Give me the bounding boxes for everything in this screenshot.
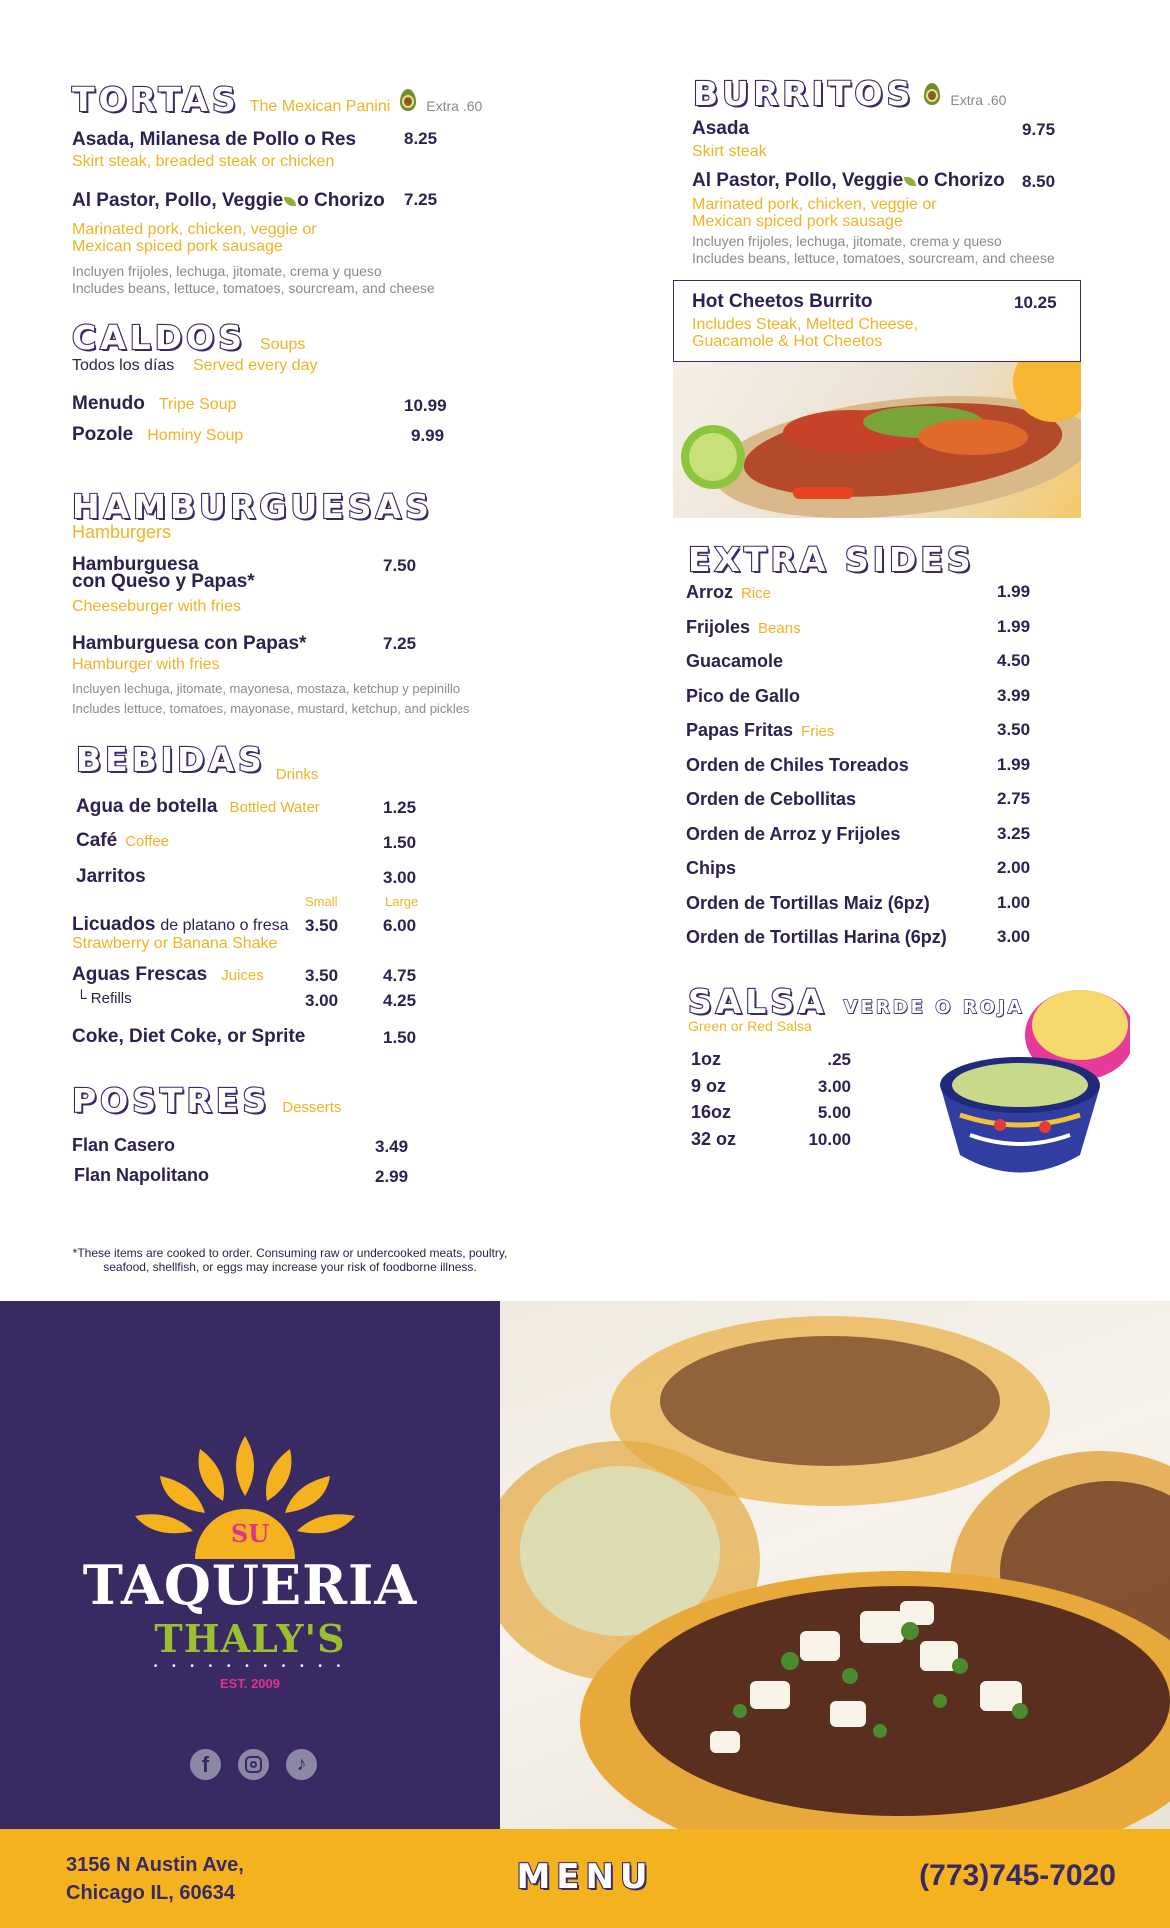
burritos-title: BURRITOS (693, 74, 915, 113)
note: Incluyen frijoles, lechuga, jitomate, crema y queso (692, 233, 1002, 249)
tortas-header (72, 80, 482, 119)
avocado-icon (924, 83, 940, 105)
disclaimer-line: seafood, shellfish, or eggs may increase your risk of foodborne illness. (103, 1260, 477, 1274)
item-price: 2.00 (997, 858, 1031, 877)
item-name: Asada, Milanesa de Pollo o Res (72, 129, 357, 150)
footer-phone[interactable]: (773)745-7020 (919, 1859, 1116, 1892)
salsa-size: 32 oz (691, 1128, 737, 1149)
item-price: 2.99 (375, 1167, 409, 1186)
item-name: Papas Fritas (686, 720, 794, 740)
price-small: 3.50 (305, 916, 339, 935)
item-price: 7.25 (404, 190, 438, 209)
item-name: con Queso y Papas* (72, 571, 255, 592)
leaf-icon (284, 197, 296, 206)
item-name: Menudo (72, 393, 145, 414)
price-small: 3.50 (305, 966, 339, 985)
disclaimer-line: *These items are cooked to order. Consuming raw or undercooked meats, poultry, (72, 1246, 508, 1260)
hot-cheetos-box (673, 280, 1081, 362)
item-name: Orden de Tortillas Maiz (6pz) (686, 892, 930, 913)
address-line: 3156 N Austin Ave, (66, 1854, 244, 1876)
item-name: Frijoles (686, 616, 751, 637)
item-name: Flan Casero (72, 1135, 176, 1155)
item-desc: Strawberry or Banana Shake (72, 935, 278, 952)
note: Includes lettuce, tomatoes, mayonase, mustard, ketchup, and pickles (72, 701, 470, 716)
item-desc: Marinated pork, chicken, veggie or (692, 196, 937, 213)
tacos-illustration (500, 1301, 1170, 1829)
item-name: o Chorizo (917, 170, 1005, 191)
item-price: 1.50 (383, 1028, 417, 1047)
item-name: Al Pastor, Pollo, Veggie (72, 190, 284, 211)
tortas-title: TORTAS (72, 80, 240, 119)
price-large: 4.25 (383, 991, 417, 1010)
tacos-photo (500, 1301, 1170, 1829)
size-large-label: Large (385, 894, 419, 909)
item-name: Al Pastor, Pollo, Veggie (692, 170, 904, 191)
item-name: Hamburguesa con Papas* (72, 633, 307, 654)
logo-taqueria: TAQUERIA (82, 1553, 418, 1617)
hamburguesas-subtitle: Hamburgers (72, 522, 172, 542)
logo-est: EST. 2009 (220, 1676, 280, 1691)
item-price: 8.25 (404, 129, 438, 148)
item-price: 1.00 (997, 892, 1031, 912)
item-name: Pico de Gallo (686, 685, 801, 706)
side-item (686, 789, 1086, 810)
item-name: Orden de Cebollitas (686, 789, 857, 809)
tiktok-icon[interactable]: ♪ (286, 1749, 317, 1780)
item-name: Agua de botella (76, 796, 218, 817)
caldos-subtitle: Soups (260, 336, 306, 353)
item-name: Orden de Arroz y Frijoles (686, 823, 901, 844)
note: Includes beans, lettuce, tomatoes, sourcream, and cheese (72, 280, 435, 296)
item-price: 3.50 (997, 720, 1031, 739)
postres-subtitle: Desserts (282, 1099, 342, 1116)
salsa-title2: VERDE O ROJA (843, 997, 1025, 1018)
item-price: 10.25 (1014, 293, 1057, 312)
item-price: 3.00 (997, 927, 1031, 946)
item-desc: Mexican spiced pork sausage (692, 213, 903, 230)
item-desc: Tripe Soup (158, 396, 237, 413)
item-price: 7.50 (383, 556, 417, 575)
side-item (686, 651, 1086, 672)
item-name: Café (76, 830, 118, 851)
caldos-title: CALDOS (72, 318, 246, 357)
item-name: Hot Cheetos Burrito (692, 291, 873, 312)
salsa-title: SALSA (688, 982, 828, 1021)
caldos-daily-en: Served every day (193, 357, 318, 374)
menu-item (72, 129, 452, 151)
price-small: 3.00 (305, 991, 339, 1010)
item-desc: Includes Steak, Melted Cheese, (692, 316, 918, 333)
item-name: o Chorizo (297, 190, 385, 211)
salsa-price: 5.00 (817, 1103, 851, 1122)
item-name: Orden de Tortillas Harina (6pz) (686, 927, 947, 947)
avocado-icon (400, 89, 416, 111)
item-desc: Fries (801, 723, 835, 740)
postres-title: POSTRES (72, 1081, 271, 1120)
item-desc: Rice (741, 585, 772, 602)
item-desc: Skirt steak (692, 143, 767, 160)
salsa-photo (930, 975, 1130, 1200)
salsa-price: .25 (827, 1050, 851, 1069)
salsa-size: 9 oz (691, 1075, 727, 1096)
disclaimer (60, 1246, 520, 1274)
salsa-size: 1oz (691, 1049, 722, 1069)
instagram-icon[interactable] (238, 1749, 269, 1780)
bebidas-header (76, 740, 319, 783)
item-price: 3.49 (375, 1137, 409, 1156)
item-price: 4.50 (997, 651, 1031, 670)
menu-item (76, 830, 169, 852)
social-icons (190, 1749, 317, 1780)
item-desc: Hamburger with fries (72, 656, 220, 673)
salsa-bowl-illustration (930, 975, 1130, 1200)
item-name: Coke, Diet Coke, or Sprite (72, 1026, 306, 1047)
item-name: Pozole (72, 424, 134, 445)
hamburguesas-title: HAMBURGUESAS (72, 487, 433, 526)
note: Includes beans, lettuce, tomatoes, sourcream, and cheese (692, 250, 1055, 266)
item-price: 7.25 (383, 634, 417, 653)
bebidas-subtitle: Drinks (275, 766, 319, 783)
price-large: 4.75 (383, 966, 417, 985)
item-name: Guacamole (686, 651, 784, 671)
item-name: Hamburguesa (72, 554, 199, 575)
burrito-photo (673, 362, 1081, 518)
item-price: 10.99 (404, 396, 447, 415)
item-desc: Mexican spiced pork sausage (72, 238, 283, 255)
burrito-illustration (673, 362, 1081, 518)
leaf-icon (904, 177, 916, 186)
side-item (686, 755, 1086, 776)
salsa-price: 10.00 (808, 1129, 851, 1149)
item-name: Licuados (72, 914, 156, 935)
item-name: Jarritos (76, 866, 146, 887)
item-desc: Bottled Water (229, 799, 320, 816)
item-price: 3.00 (383, 868, 417, 887)
salsa-subtitle: Green or Red Salsa (688, 1018, 812, 1034)
side-item (686, 617, 1086, 638)
side-item (686, 927, 1086, 948)
menu-item (72, 190, 452, 212)
item-name: Chips (686, 858, 737, 878)
item-name: Aguas Frescas (72, 964, 208, 985)
side-item (686, 893, 1086, 914)
side-item (686, 720, 1086, 741)
item-price: 3.99 (997, 685, 1031, 705)
note: Incluyen lechuga, jitomate, mayonesa, mostaza, ketchup y pepinillo (72, 681, 461, 696)
salsa-size: 16oz (691, 1102, 732, 1122)
tortas-extra: Extra .60 (426, 98, 483, 114)
item-desc: Marinated pork, chicken, veggie or (72, 221, 317, 238)
footer-bar (0, 1829, 1170, 1928)
menu-item (72, 964, 264, 986)
item-name: Asada (692, 118, 750, 139)
item-price: 2.75 (997, 789, 1031, 808)
logo-panel (0, 1301, 500, 1829)
side-item (686, 824, 1086, 845)
postres-header (72, 1081, 341, 1120)
logo-dots: • • • • • • • • • • • (153, 1661, 347, 1672)
item-price: 3.25 (997, 823, 1031, 843)
refills-label: └ Refills (76, 990, 132, 1007)
item-price: 1.99 (997, 754, 1031, 774)
side-item (686, 686, 1086, 707)
side-item (686, 582, 1086, 603)
burritos-extra: Extra .60 (950, 92, 1007, 108)
item-name: Arroz (686, 582, 734, 602)
menu-item (76, 796, 320, 818)
logo-thalys: THALY'S (154, 1616, 346, 1661)
item-price: 1.25 (383, 798, 417, 817)
menu-item (72, 424, 243, 446)
item-price: 9.75 (1022, 120, 1056, 139)
item-desc: Beans (758, 619, 801, 637)
item-desc: Cheeseburger with fries (72, 598, 241, 615)
item-desc: Juices (221, 967, 264, 984)
tortas-subtitle: The Mexican Panini (249, 98, 391, 115)
item-price: 9.99 (411, 426, 445, 445)
item-desc: Skirt steak, breaded steak or chicken (72, 153, 335, 170)
price-large: 6.00 (383, 916, 417, 935)
footer-menu-title: MENU (516, 1857, 654, 1897)
size-small-label: Small (305, 894, 338, 909)
item-name: Flan Napolitano (74, 1165, 209, 1185)
bebidas-title: BEBIDAS (76, 740, 266, 779)
item-price: 1.50 (383, 833, 417, 852)
item-desc: Hominy Soup (147, 427, 244, 444)
item-price: 8.50 (1022, 172, 1056, 191)
item-price: 1.99 (997, 582, 1031, 601)
item-desc: Guacamole & Hot Cheetos (692, 333, 883, 350)
item-name: Orden de Chiles Toreados (686, 754, 909, 775)
caldos-header (72, 318, 305, 357)
menu-item (692, 170, 1005, 192)
item-name-detail: de platano o fresa (160, 917, 289, 934)
menu-item (72, 914, 289, 936)
item-price: 1.99 (997, 616, 1031, 636)
menu-item (72, 393, 237, 415)
note: Incluyen frijoles, lechuga, jitomate, crema y queso (72, 263, 382, 279)
sides-title: EXTRA SIDES (688, 540, 975, 579)
caldos-daily-es: Todos los días (72, 357, 175, 374)
facebook-icon[interactable]: f (190, 1749, 221, 1780)
salsa-price: 3.00 (817, 1076, 851, 1096)
side-item (686, 858, 1086, 879)
logo-su: SU (230, 1519, 270, 1548)
item-desc: Coffee (125, 833, 170, 850)
address-line: Chicago IL, 60634 (66, 1882, 235, 1904)
burritos-header (693, 74, 1006, 113)
